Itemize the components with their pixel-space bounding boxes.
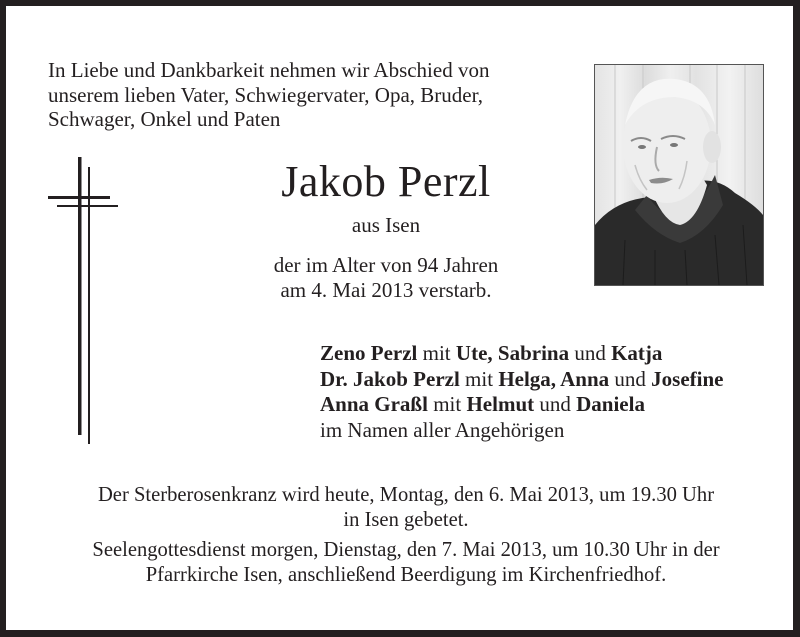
death-date-line: am 4. Mai 2013 verstarb.	[280, 278, 492, 302]
intro-line: In Liebe und Dankbarkeit nehmen wir Abschied von	[48, 58, 490, 82]
family-member-name: Helga, Anna	[498, 366, 610, 391]
family-member-name: Zeno Perzl	[320, 341, 418, 365]
intro-line: Schwager, Onkel und Paten	[48, 107, 281, 131]
family-member-name: Josefine	[651, 366, 724, 391]
family-member-name: Helmut	[466, 392, 535, 416]
age-and-death-date	[226, 253, 546, 303]
age-line: der im Alter von 94 Jahren	[273, 253, 499, 277]
family-member-name: Anna Graßl	[320, 392, 428, 416]
connector-text: mit	[417, 341, 456, 365]
family-line	[320, 392, 790, 418]
connector-text: mit	[427, 392, 467, 416]
service-announcements	[34, 482, 779, 586]
mass-line: Seelengottesdienst morgen, Dienstag, den 7. Mai 2013, um 10.30 Uhr in der	[92, 537, 720, 561]
family-line	[320, 341, 790, 367]
rosary-line: in Isen gebetet.	[343, 506, 469, 531]
portrait-image	[595, 65, 763, 285]
connector-text: und	[609, 366, 652, 391]
family-member-name: Dr. Jakob Perzl	[320, 366, 460, 391]
connector-text: und	[534, 392, 577, 416]
family-line	[320, 367, 790, 393]
deceased-origin: aus Isen	[351, 213, 421, 237]
connector-text: mit	[459, 366, 499, 391]
family-member-name: Katja	[611, 341, 663, 365]
family-member-name: Daniela	[576, 392, 645, 416]
mass-line: Pfarrkirche Isen, anschließend Beerdigung im Kirchenfriedhof.	[145, 561, 667, 586]
rosary-line: Der Sterberosenkranz wird heute, Montag, den 6. Mai 2013, um 19.30 Uhr	[97, 482, 715, 506]
portrait-photo	[594, 64, 764, 286]
connector-text: und	[569, 341, 612, 365]
deceased-name: Jakob Perzl	[281, 157, 491, 206]
intro-line: unserem lieben Vater, Schwiegervater, Opa, Bruder,	[48, 82, 484, 107]
family-signatures	[320, 341, 790, 443]
family-closing: im Namen aller Angehörigen	[320, 417, 565, 442]
family-member-name: Ute, Sabrina	[455, 341, 570, 365]
double-cross-icon	[6, 6, 146, 466]
